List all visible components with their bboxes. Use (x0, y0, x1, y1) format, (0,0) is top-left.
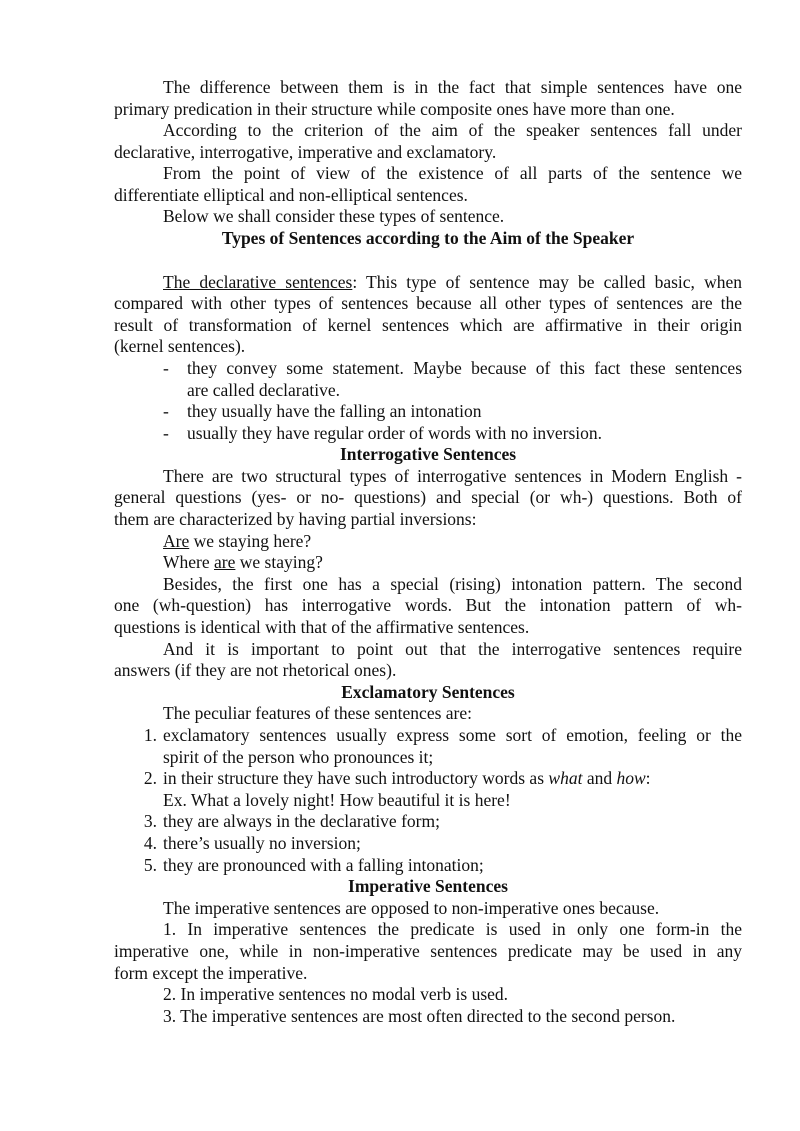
declarative-line-1 (163, 272, 742, 293)
declarative-bullet-2: they usually have the falling an intonation (187, 401, 482, 421)
declarative-bullet-1-line-1: they convey some statement. Maybe because of this fact these sentences (187, 358, 742, 378)
heading-exclamatory: Exclamatory Sentences (341, 682, 515, 702)
exclamatory-item-4: there’s usually no inversion; (163, 833, 361, 853)
intro-paragraph-2-line-1: According to the criterion of the aim of the speaker sentences fall under (163, 120, 742, 140)
list-number: 5. (143, 855, 157, 875)
imperative-p1-line-1: 1. In imperative sentences the predicate is used in only one form-in the (163, 919, 742, 939)
exclamatory-intro: The peculiar features of these sentences are: (163, 703, 473, 723)
exclamatory-item-5: they are pronounced with a falling intonation; (163, 855, 484, 875)
declarative-bullet-3: usually they have regular order of words with no inversion. (187, 423, 603, 443)
list-number: 4. (143, 833, 157, 853)
exclamatory-item-2-example: Ex. What a lovely night! How beautiful it is here! (163, 790, 511, 810)
interrogative-example-2 (163, 552, 742, 573)
heading-interrogative: Interrogative Sentences (339, 444, 517, 464)
declarative-line-1-rest: : This type of sentence may be called basic, when (352, 272, 742, 292)
imperative-p1-line-3: form except the imperative. (114, 963, 308, 983)
exclamatory-item-2 (163, 768, 742, 789)
exclamatory-item-1-line-2: spirit of the person who pronounces it; (163, 747, 434, 767)
bullet-dash: - (163, 358, 169, 378)
item-2-and: and (582, 768, 617, 788)
exclamatory-item-1-line-1: exclamatory sentences usually express some sort of emotion, feeling or the (163, 725, 742, 745)
item-2-how: how (616, 768, 646, 788)
list-number: 2. (143, 768, 157, 788)
bullet-dash: - (163, 401, 169, 421)
intro-paragraph-1-line-1: The difference between them is in the fact that simple sentences have one (163, 77, 742, 97)
example-1-verb: Are (163, 531, 190, 551)
declarative-line-2: compared with other types of sentences because all other types of sentences are the (114, 293, 742, 313)
imperative-intro: The imperative sentences are opposed to non-imperative ones because. (163, 898, 660, 918)
item-2-text: in their structure they have such introductory words as (163, 768, 549, 788)
item-2-what: what (548, 768, 583, 788)
interrogative-p3-line-1: And it is important to point out that the interrogative sentences require (163, 639, 742, 659)
declarative-line-3: result of transformation of kernel sentences which are affirmative in their origin (114, 315, 742, 335)
declarative-bullet-1-line-2: are called declarative. (187, 380, 341, 400)
imperative-p1-line-2: imperative one, while in non-imperative sentences predicate may be used in any (114, 941, 742, 961)
item-2-end: : (645, 768, 651, 788)
interrogative-p3-line-2: answers (if they are not rhetorical ones). (114, 660, 397, 680)
interrogative-line-3: them are characterized by having partial inversions: (114, 509, 477, 529)
interrogative-line-1: There are two structural types of interrogative sentences in Modern English - (163, 466, 742, 486)
declarative-term: The declarative sentences (163, 272, 353, 292)
bullet-dash: - (163, 423, 169, 443)
list-number: 3. (143, 811, 157, 831)
imperative-p2: 2. In imperative sentences no modal verb is used. (163, 984, 509, 1004)
intro-paragraph-3-line-2: differentiate elliptical and non-elliptical sentences. (114, 185, 468, 205)
example-1-rest: we staying here? (189, 531, 312, 551)
heading-imperative: Imperative Sentences (348, 876, 508, 896)
declarative-line-4: (kernel sentences). (114, 336, 246, 356)
interrogative-example-1 (163, 531, 742, 552)
exclamatory-item-3: they are always in the declarative form; (163, 811, 440, 831)
example-2-rest: we staying? (235, 552, 323, 572)
example-2-start: Where (163, 552, 215, 572)
intro-paragraph-2-line-2: declarative, interrogative, imperative and exclamatory. (114, 142, 497, 162)
intro-paragraph-4: Below we shall consider these types of sentence. (163, 206, 505, 226)
intro-paragraph-3-line-1: From the point of view of the existence of all parts of the sentence we (163, 163, 742, 183)
example-2-verb: are (214, 552, 236, 572)
intro-paragraph-1-line-2: primary predication in their structure while composite ones have more than one. (114, 99, 675, 119)
imperative-p3: 3. The imperative sentences are most often directed to the second person. (163, 1006, 676, 1026)
interrogative-p2-line-2: one (wh-question) has interrogative words. But the intonation pattern of wh- (114, 595, 742, 615)
interrogative-p2-line-1: Besides, the first one has a special (rising) intonation pattern. The second (163, 574, 742, 594)
list-number: 1. (143, 725, 157, 745)
heading-types-of-sentences: Types of Sentences according to the Aim of the Speaker (221, 228, 635, 248)
interrogative-p2-line-3: questions is identical with that of the affirmative sentences. (114, 617, 530, 637)
interrogative-line-2: general questions (yes- or no- questions) and special (or wh-) questions. Both of (114, 487, 742, 507)
